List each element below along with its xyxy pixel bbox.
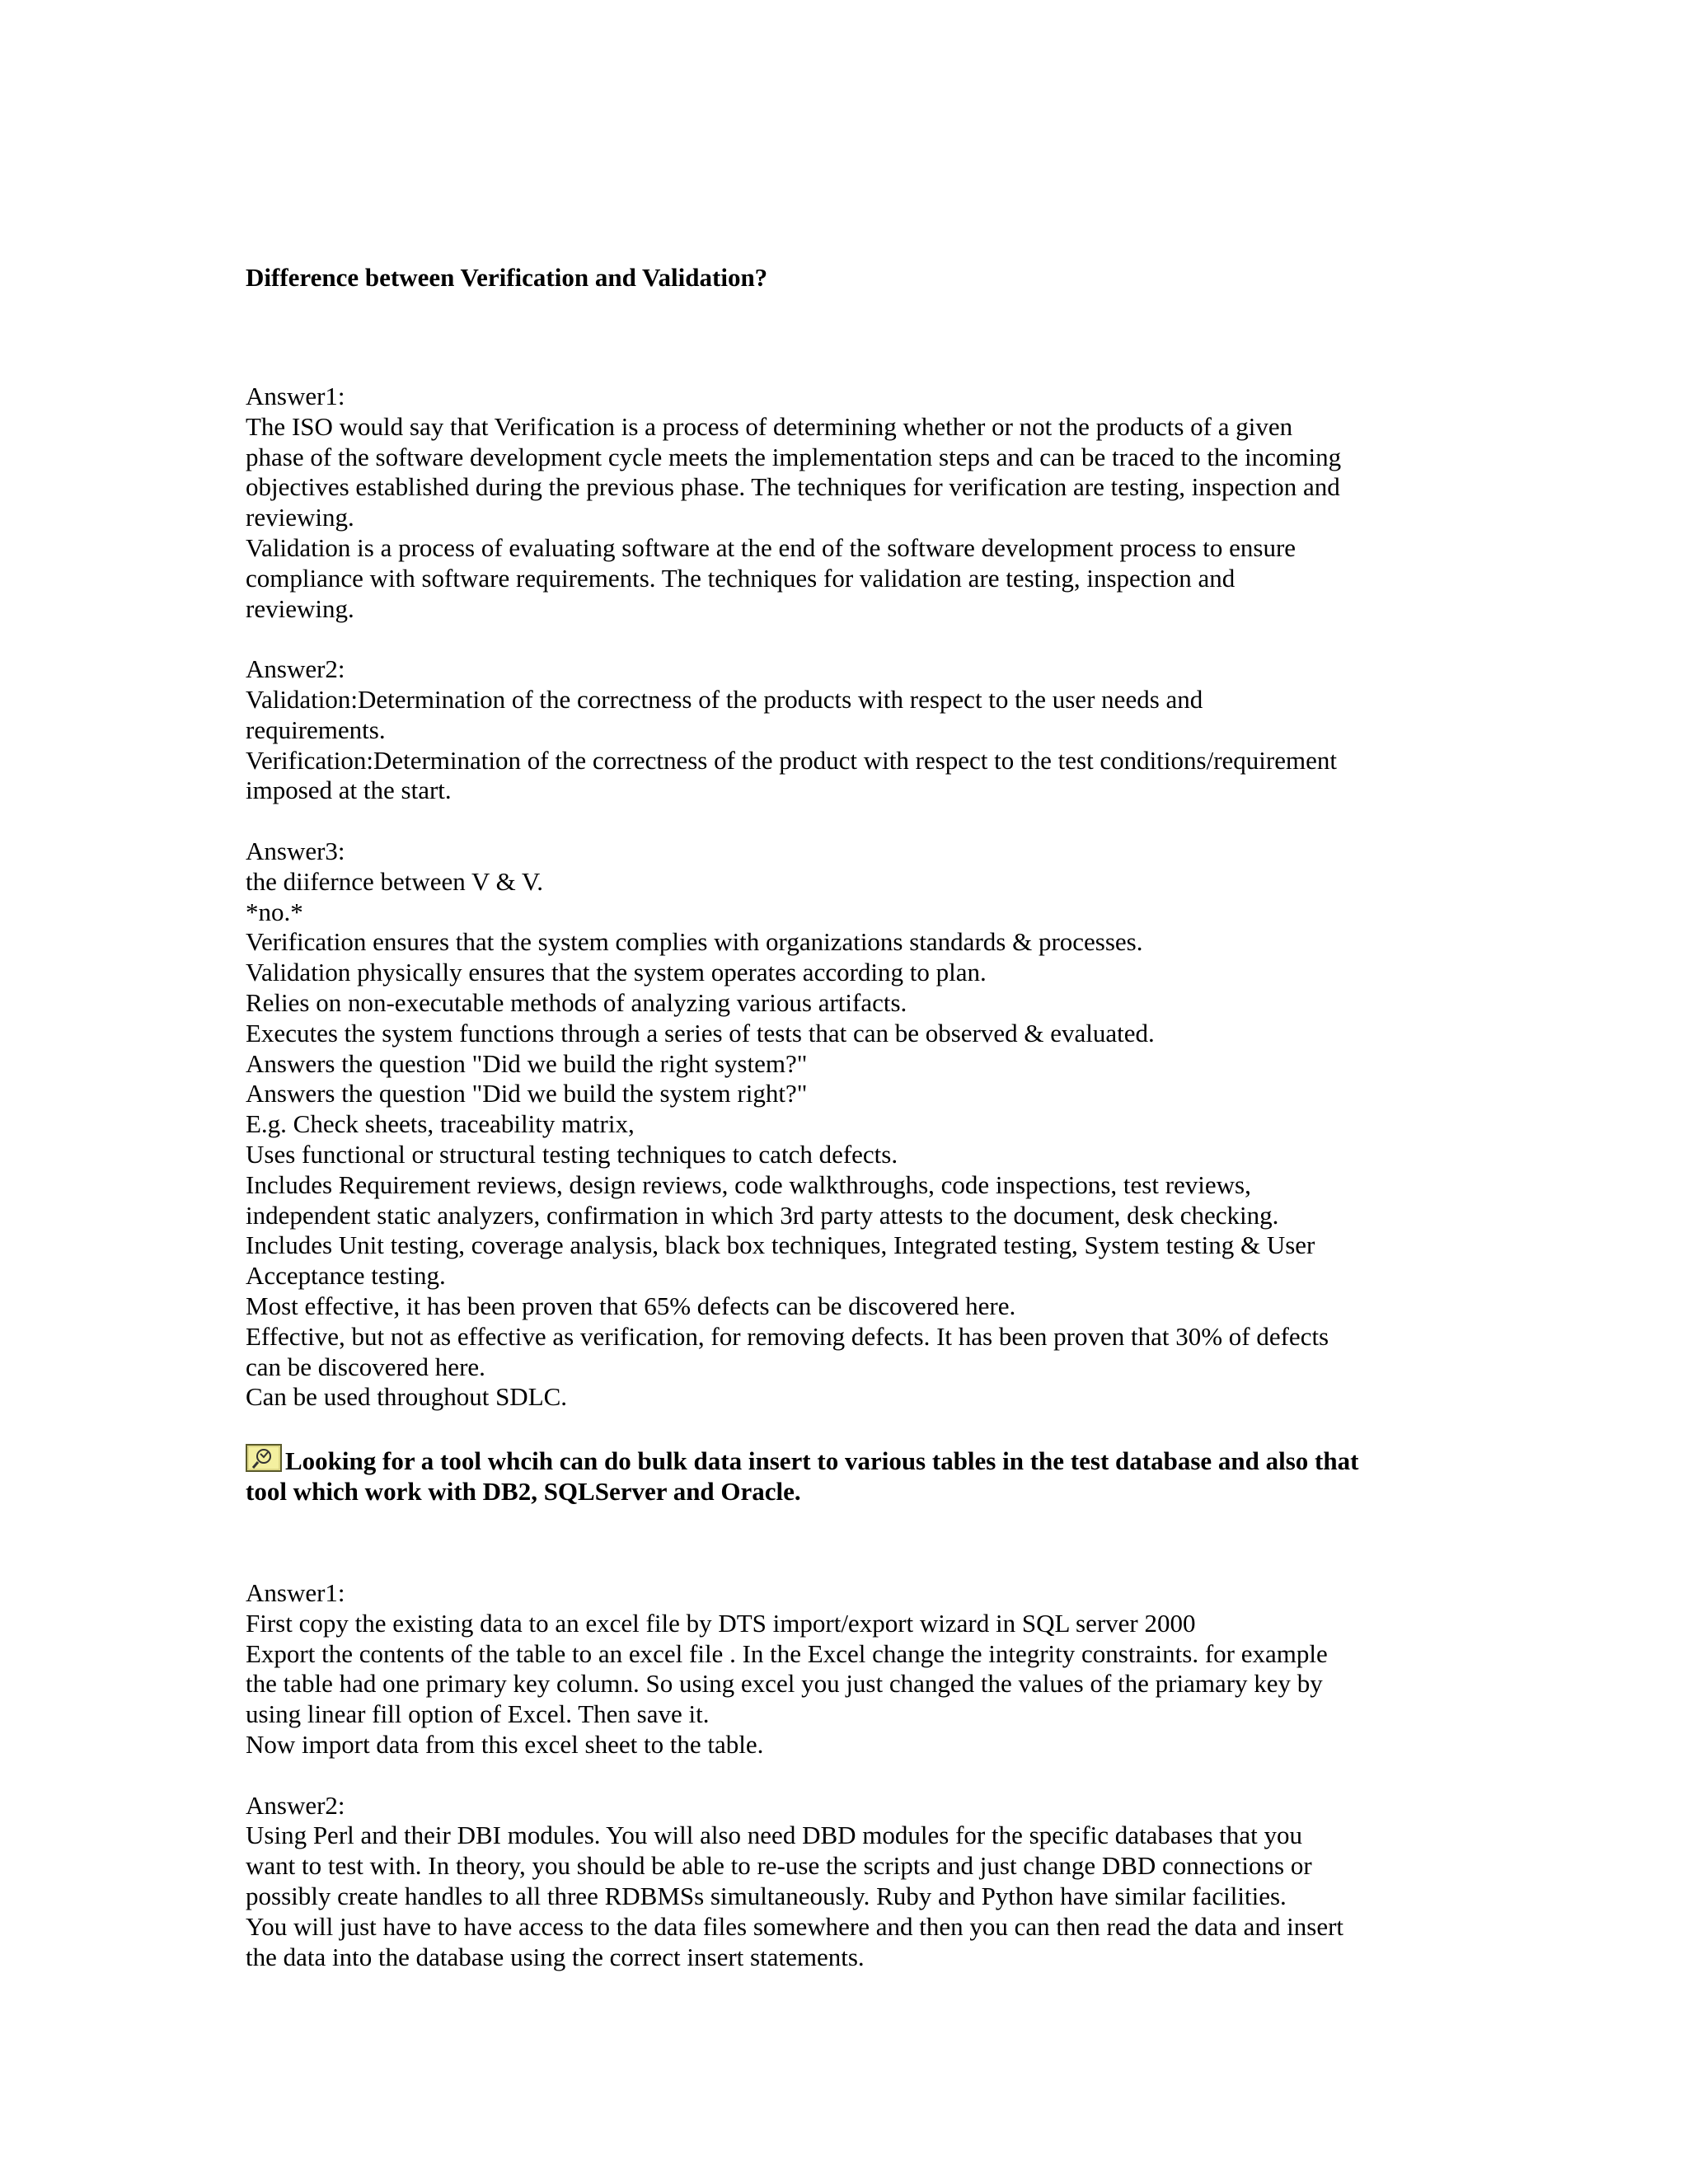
answer-block [246, 382, 1449, 624]
spacer [246, 1413, 1449, 1444]
answer-line: First copy the existing data to an excel file by DTS import/export wizard in SQL server 2000 [246, 1608, 1196, 1638]
answer-line: the diifernce between V & V. [246, 866, 544, 896]
answer-line: Now import data from this excel sheet to the table. [246, 1730, 764, 1760]
answer-line: The ISO would say that Verification is a process of determining whether or not the products of a given [246, 411, 1293, 441]
answer-line: requirements. [246, 715, 386, 744]
answer-line: Most effective, it has been proven that 65% defects can be discovered here. [246, 1291, 1016, 1320]
answer-line: You will just have to have access to the data files somewhere and then you can then read the data and insert [246, 1911, 1344, 1941]
answer-line: imposed at the start. [246, 776, 452, 805]
answer-line: compliance with software requirements. The techniques for validation are testing, inspection and [246, 563, 1236, 593]
answer-line: independent static analyzers, confirmation in which 3rd party attests to the document, desk checking. [246, 1200, 1279, 1230]
title-line: tool which work with DB2, SQLServer and Oracle. [246, 1477, 801, 1507]
spacer [246, 1507, 1449, 1578]
answer-line: Answers the question "Did we build the system right?" [246, 1079, 808, 1108]
answer-label: Answer2: [246, 1790, 345, 1820]
answer-line: Validation physically ensures that the system operates according to plan. [246, 958, 987, 987]
answer-label: Answer3: [246, 836, 345, 865]
answer-line: Acceptance testing. [246, 1261, 446, 1291]
title-line: Looking for a tool whcih can do bulk data insert to various tables in the test database and also that [285, 1446, 1359, 1476]
answer-line: reviewing. [246, 593, 354, 623]
answer-line: Uses functional or structural testing techniques to catch defects. [246, 1139, 898, 1169]
question-title-bulk-insert-tool [246, 1444, 1449, 1507]
answer-line: E.g. Check sheets, traceability matrix, [246, 1109, 635, 1139]
answer-line: can be discovered here. [246, 1352, 485, 1381]
title-row [246, 1444, 1449, 1476]
answer-line: using linear fill option of Excel. Then save it. [246, 1699, 710, 1729]
answer-line: Includes Unit testing, coverage analysis, black box techniques, Integrated testing, System testing & User [246, 1230, 1315, 1260]
answer-line: reviewing. [246, 503, 354, 532]
answer-block [246, 837, 1449, 1413]
answer-line: Can be used throughout SDLC. [246, 1382, 568, 1412]
spacer [246, 293, 1449, 382]
spacer [246, 624, 1449, 654]
question-title-verification-validation: Difference between Verification and Validation? [246, 263, 768, 292]
tool-icon [246, 1444, 282, 1472]
document-page [246, 262, 1449, 1972]
answer-line: Includes Requirement reviews, design reviews, code walkthroughs, code inspections, test reviews, [246, 1169, 1251, 1199]
answer-line: the data into the database using the correct insert statements. [246, 1942, 865, 1971]
answer-line: Export the contents of the table to an excel file . In the Excel change the integrity constraints. for example [246, 1638, 1328, 1668]
answer-line: want to test with. In theory, you should be able to re-use the scripts and just change DBD connections or [246, 1851, 1312, 1881]
spacer [246, 806, 1449, 837]
answer-line: Validation is a process of evaluating software at the end of the software development process to ensure [246, 532, 1296, 562]
answer-line: Verification:Determination of the correctness of the product with respect to the test conditions/requirement [246, 745, 1337, 775]
answer-block [246, 654, 1449, 806]
answer-block [246, 1791, 1449, 1973]
answer-label: Answer1: [246, 382, 345, 410]
answer-line: Effective, but not as effective as verification, for removing defects. It has been proven that 30% of defects [246, 1321, 1329, 1351]
answer-line: Relies on non-executable methods of analyzing various artifacts. [246, 987, 907, 1017]
answer-line: *no.* [246, 897, 303, 926]
answer-line: objectives established during the previous phase. The techniques for verification are testing, inspection and [246, 472, 1340, 502]
answer-line: Executes the system functions through a series of tests that can be observed & evaluated. [246, 1018, 1155, 1047]
answer-line: phase of the software development cycle meets the implementation steps and can be traced to the incoming [246, 442, 1342, 471]
answer-label: Answer1: [246, 1578, 345, 1608]
answer-line: Validation:Determination of the correctness of the products with respect to the user needs and [246, 684, 1203, 714]
answer-label: Answer2: [246, 654, 345, 684]
answer-line: Using Perl and their DBI modules. You will also need DBD modules for the specific databases that you [246, 1821, 1302, 1850]
answer-block [246, 1578, 1449, 1760]
answer-line: the table had one primary key column. So using excel you just changed the values of the priamary key by [246, 1669, 1323, 1699]
spacer [246, 1760, 1449, 1791]
answer-line: possibly create handles to all three RDBMSs simultaneously. Ruby and Python have similar facilities. [246, 1882, 1287, 1911]
answer-line: Verification ensures that the system complies with organizations standards & processes. [246, 927, 1143, 957]
answer-line: Answers the question "Did we build the right system?" [246, 1048, 808, 1078]
